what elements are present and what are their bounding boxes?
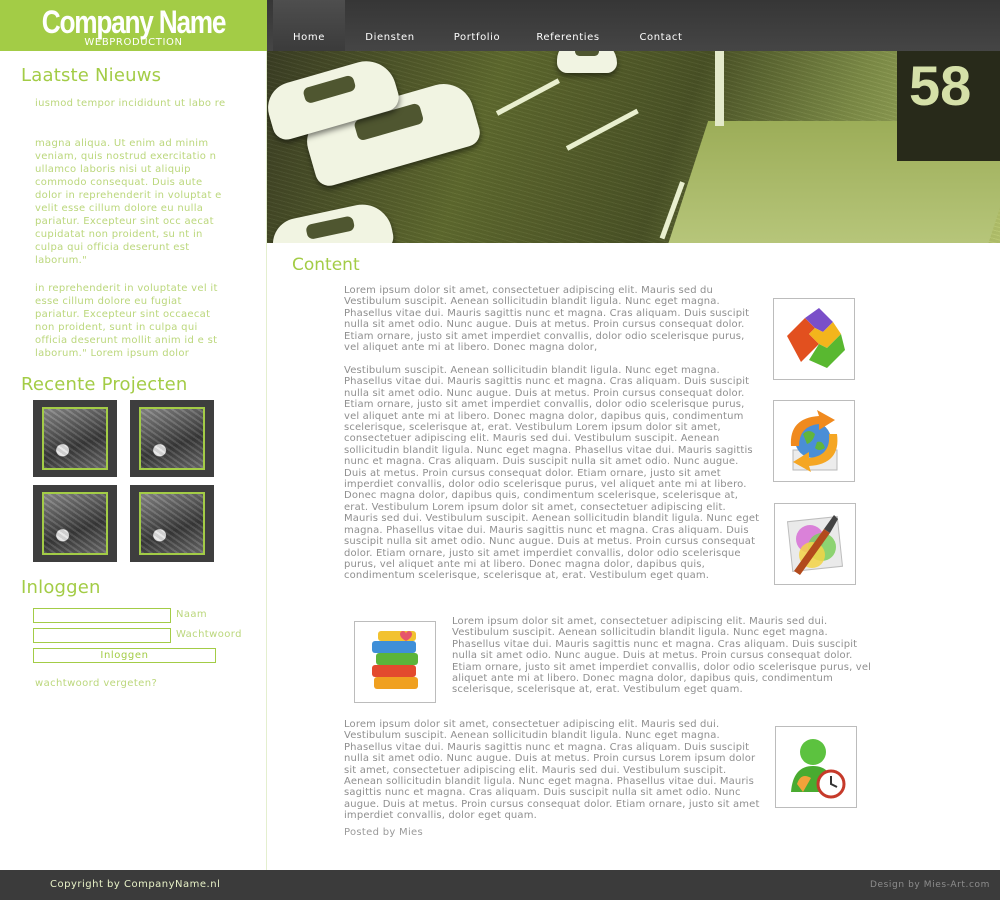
company-tagline: WEBPRODUCTION	[84, 37, 183, 48]
nav-portfolio[interactable]: Portfolio	[453, 32, 501, 43]
news-paragraph: magna aliqua. Ut enim ad minim veniam, quis nostrud exercitatio n ullamco laboris nisi ut aliquip commodo consequat. Duis aute dolor in reprehenderit in voluptat e velit esse cillum dolore eu nulla pariatur. Excepteur sint occ aecat cupidatat non proident, su nt in culpa qui officia deserunt est laborum."	[35, 138, 222, 266]
content-paragraph: Lorem ipsum dolor sit amet, consectetuer adipiscing elit. Mauris sed du Vestibulum suscipit. Aenean sollicitudin blandit ligula. Nunc eget magna. Phasellus vitae dui. Mauris sagittis nunc et magna. Cras aliquam. Duis suscipit nulla sit amet odio. Nunc augue. Duis at metus. Proin cursus consequat dolor. Etiam ornare, justo sit amet imperdiet convallis, dolor odio scelerisque purus, vel aliquet ante mi at libero. Donec magna dolor,	[344, 285, 750, 354]
design-credit-link[interactable]: Design by Mies-Art.com	[869, 880, 990, 890]
project-image	[42, 407, 108, 470]
hero-banner	[267, 51, 1000, 243]
posted-by: Posted by Mies	[344, 827, 424, 838]
copyright-text: Copyright by CompanyName.nl	[50, 879, 221, 890]
hero-street-sign: 58	[909, 54, 972, 117]
logo[interactable]	[0, 0, 267, 51]
project-image	[139, 492, 205, 555]
project-thumbnail[interactable]	[130, 400, 214, 477]
content-paragraph: Lorem ipsum dolor sit amet, consectetuer adipiscing elit. Mauris sed dui. Vestibulum suscipit. Aenean sollicitudin blandit ligula. Nunc eget magna. Phasellus vitae dui. Mauris sagittis nunc et magna. Cras aliquam. Duis suscipit nulla sit amet odio. Nunc augue. Duis at metus. Proin cursus Lorem ipsum dolor sit amet, consectetuer adipiscing elit. Mauris sed dui. Vestibulum suscipit. Aenean sollicitudin blandit ligula. Nunc eget magna. Phasellus vitae dui. Mauris sagittis nunc et magna. Cras aliquam. Duis suscipit nulla sit amet odio. Nunc augue. Duis at metus. Proin cursus consequat dolor. Etiam ornare, justo sit amet imperdiet convallis, dolor eget quam.	[344, 719, 760, 822]
project-thumbnail[interactable]	[130, 485, 214, 562]
nav-contact[interactable]: Contact	[639, 32, 683, 43]
password-field[interactable]	[33, 628, 171, 643]
nav-referenties[interactable]: Referenties	[536, 32, 600, 43]
content-heading: Content	[292, 255, 360, 275]
company-name: Company Name	[41, 4, 226, 40]
sidebar	[0, 51, 267, 870]
paint-palette-icon	[774, 503, 856, 585]
login-button[interactable]: Inloggen	[33, 648, 216, 663]
project-thumbnail[interactable]	[33, 400, 117, 477]
hero-pole	[715, 51, 724, 126]
hero-taxi	[557, 51, 617, 73]
forgot-password-link[interactable]: wachtwoord vergeten?	[35, 678, 158, 689]
password-label: Wachtwoord	[176, 629, 242, 640]
content-paragraph: Lorem ipsum dolor sit amet, consectetuer adipiscing elit. Mauris sed dui. Vestibulum suscipit. Aenean sollicitudin blandit ligula. Nunc eget magna. Phasellus vitae dui. Mauris sagittis nunc et magna. Cras aliquam. Duis suscipit nulla sit amet odio. Nunc augue. Duis at metus. Proin cursus consequat dolor. Etiam ornare, justo sit amet imperdiet convallis, dolor odio scelerisque purus, vel aliquet ante mi at libero. Donec magna dolor, dapibus quis, condimentum scelerisque, scelerisque at, erat. Vestibulum eget quam.	[452, 616, 872, 696]
project-image	[139, 407, 205, 470]
puzzle-icon	[773, 298, 855, 380]
name-field[interactable]	[33, 608, 171, 623]
project-thumbnail[interactable]	[33, 485, 117, 562]
projects-heading: Recente Projecten	[21, 374, 188, 395]
books-icon	[354, 621, 436, 703]
top-navigation	[267, 0, 1000, 51]
news-paragraph: iusmod tempor incididunt ut labo re	[35, 98, 226, 109]
login-heading: Inloggen	[21, 577, 101, 598]
news-heading: Laatste Nieuws	[21, 65, 162, 86]
name-label: Naam	[176, 609, 208, 620]
globe-sync-icon	[773, 400, 855, 482]
hero-lane-mark	[496, 78, 560, 115]
nav-diensten[interactable]: Diensten	[365, 32, 415, 43]
hero-lane-mark	[566, 109, 639, 151]
content-paragraph: Vestibulum suscipit. Aenean sollicitudin blandit ligula. Nunc eget magna. Phasellus vitae dui. Mauris sagittis nunc et magna. Cras aliquam. Duis suscipit nulla sit amet odio. Nunc augue. Duis at metus. Proin cursus consequat dolor. Etiam ornare, justo sit amet imperdiet convallis, dolor odio scelerisque purus, vel aliquet ante mi at libero. Donec magna dolor, dapibus quis, condimentum scelerisque, scelerisque at, erat. Vestibulum Lorem ipsum dolor sit amet, consectetuer adipiscing elit. Mauris sed dui. Vestibulum suscipit. Aenean sollicitudin blandit ligula. Nunc eget magna. Phasellus vitae dui. Mauris sagittis nunc et magna. Cras aliquam. Duis suscipit nulla sit amet odio. Nunc augue. Duis at metus. Proin cursus consequat dolor. Etiam ornare, justo sit amet imperdiet convallis, dolor odio scelerisque purus, vel aliquet ante mi at libero. Donec magna dolor, dapibus quis, condimentum scelerisque, scelerisque at, erat. Vestibulum Lorem ipsum dolor sit amet, consectetuer adipiscing elit. Mauris sed dui. Vestibulum suscipit. Aenean sollicitudin blandit ligula. Nunc eget magna. Phasellus vitae dui. Mauris sagittis nunc et magna. Cras aliquam. Duis suscipit nulla sit amet odio. Nunc augue. Duis at metus. Proin cursus consequat dolor. Etiam ornare, justo sit amet imperdiet convallis, dolor odio scelerisque purus, vel aliquet ante mi at libero. Donec magna dolor, dapibus quis, condimentum scelerisque, scelerisque at, erat. Vestibulum eget quam.	[344, 365, 760, 582]
messenger-user-icon	[775, 726, 857, 808]
news-paragraph: in reprehenderit in voluptate vel it esse cillum dolore eu fugiat pariatur. Excepteur sint occaecat non proident, sunt in culpa qui officia deserunt mollit anim id e st laborum." Lorem ipsum dolor	[35, 283, 218, 359]
hero-taxi	[268, 199, 396, 243]
project-image	[42, 492, 108, 555]
footer	[0, 870, 1000, 900]
nav-home[interactable]: Home	[273, 0, 345, 51]
